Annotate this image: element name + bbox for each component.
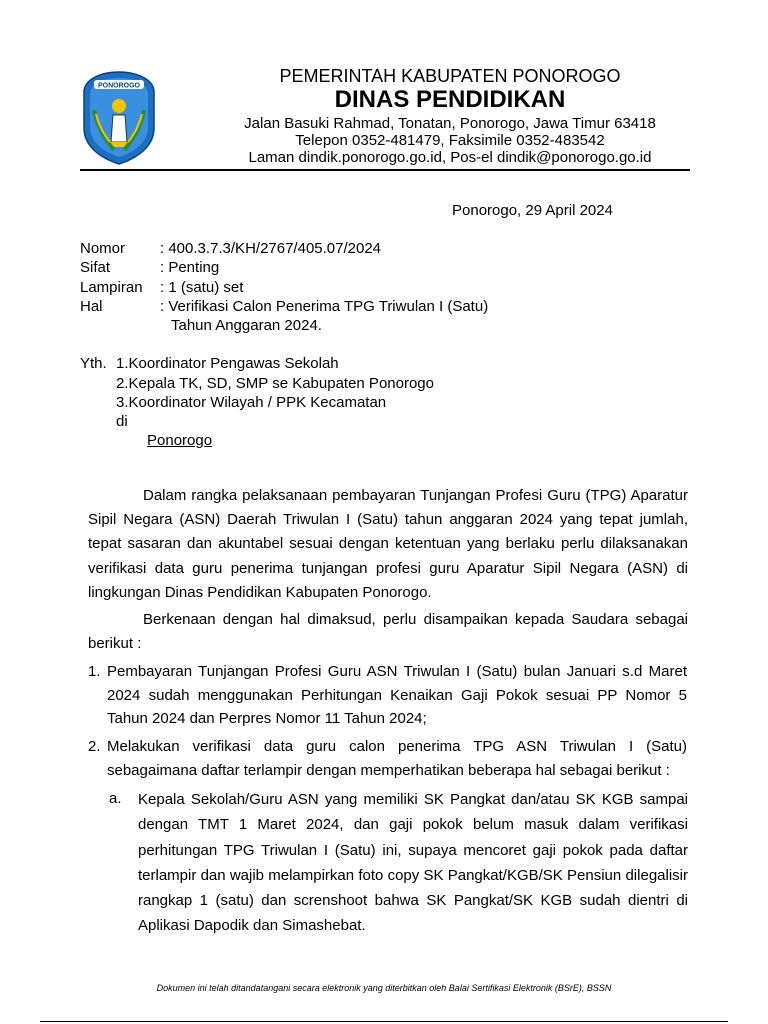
meta-value-subject: : Verifikasi Calon Penerima TPG Triwulan I (Satu) bbox=[160, 298, 489, 315]
logo-text: PONOROGO bbox=[97, 82, 141, 90]
list-item-2: Melakukan verifikasi data guru calon penerima TPG ASN Triwulan I (Satu) sebagaimana daftar terlampir dengan memperhatikan beberapa hal sebagai berikut : bbox=[107, 738, 687, 779]
meta-value-attachment: : 1 (satu) set bbox=[160, 279, 244, 296]
e-signature-notice: Dokumen ini telah ditandatangani secara elektronik yang diterbitkan oleh Balai Sertifikasi Elektronik (BSrE), BSSN bbox=[156, 983, 612, 993]
recipient-place: Ponorogo bbox=[147, 432, 213, 449]
list-number: 1. bbox=[88, 663, 101, 680]
meta-key-subject: Hal bbox=[80, 298, 103, 315]
letterhead-divider bbox=[80, 169, 690, 171]
office-name: DINAS PENDIDIKAN bbox=[334, 86, 566, 113]
letter-date: Ponorogo, 29 April 2024 bbox=[452, 202, 613, 219]
meta-subject-continuation: Tahun Anggaran 2024. bbox=[171, 317, 322, 334]
sublist-item-a: Kepala Sekolah/Guru ASN yang memiliki SK Pangkat dan/atau SK KGB sampai dengan TMT 1 Maret 2024, dan gaji pokok belum masuk dalam verifikasi perhitungan TPG Triwulan I (Satu) ini, supaya mencoret gaji pokok pada daftar terlampir dan wajib melampirkan foto copy SK Pangkat/KGB/SK Pensiun dilegalisir rangkap 1 (satu) dan screnshoot bahwa SK Pangkat/SK KGB sudah dientri di Aplikasi Dapodik dan Simashebat. bbox=[138, 791, 688, 935]
meta-key-nature: Sifat bbox=[80, 259, 111, 276]
sublist-letter: a. bbox=[109, 790, 122, 807]
recipient-item: 3.Koordinator Wilayah / PPK Kecamatan bbox=[116, 394, 387, 411]
footer-divider bbox=[40, 1021, 728, 1022]
recipient-di: di bbox=[116, 413, 128, 430]
meta-key-number: Nomor bbox=[80, 240, 126, 257]
list-number: 2. bbox=[88, 738, 101, 755]
meta-key-attachment: Lampiran bbox=[80, 279, 143, 296]
meta-value-number: : 400.3.7.3/KH/2767/405.07/2024 bbox=[160, 240, 382, 257]
list-item-1: Pembayaran Tunjangan Profesi Guru ASN Triwulan I (Satu) bulan Januari s.d Maret 2024 sudah menggunakan Perhitungan Kenaikan Gaji Pokok sesuai PP Nomor 5 Tahun 2024 dan Perpres Nomor 11 Tahun 2024; bbox=[107, 663, 687, 727]
body-paragraph-1: Dalam rangka pelaksanaan pembayaran Tunjangan Profesi Guru (TPG) Aparatur Sipil Negara (ASN) Daerah Triwulan I (Satu) tahun anggaran 2024 yang tepat jumlah, tepat sasaran dan akuntabel sesuai dengan ketentuan yang berlaku perlu dilaksanakan verifikasi data guru penerima tunjangan profesi guru Aparatur Sipil Negara (ASN) di lingkungan Dinas Pendidikan Kabupaten Ponorogo. bbox=[88, 487, 688, 601]
regency-logo bbox=[80, 70, 158, 166]
meta-value-nature: : Penting bbox=[160, 259, 220, 276]
office-phone: Telepon 0352-481479, Faksimile 0352-483542 bbox=[295, 132, 605, 149]
recipient-item: 1.Koordinator Pengawas Sekolah bbox=[116, 355, 339, 372]
body-paragraph-2: Berkenaan dengan hal dimaksud, perlu disampaikan kepada Saudara sebagai berikut : bbox=[88, 611, 688, 653]
shield-emblem-icon bbox=[80, 70, 158, 166]
office-address: Jalan Basuki Rahmad, Tonatan, Ponorogo, Jawa Timur 63418 bbox=[244, 115, 656, 132]
government-name: PEMERINTAH KABUPATEN PONOROGO bbox=[279, 66, 621, 86]
recipient-prefix: Yth. bbox=[80, 355, 107, 372]
recipient-item: 2.Kepala TK, SD, SMP se Kabupaten Ponorogo bbox=[116, 375, 434, 392]
office-web: Laman dindik.ponorogo.go.id, Pos-el dindik@ponorogo.go.id bbox=[248, 149, 652, 166]
